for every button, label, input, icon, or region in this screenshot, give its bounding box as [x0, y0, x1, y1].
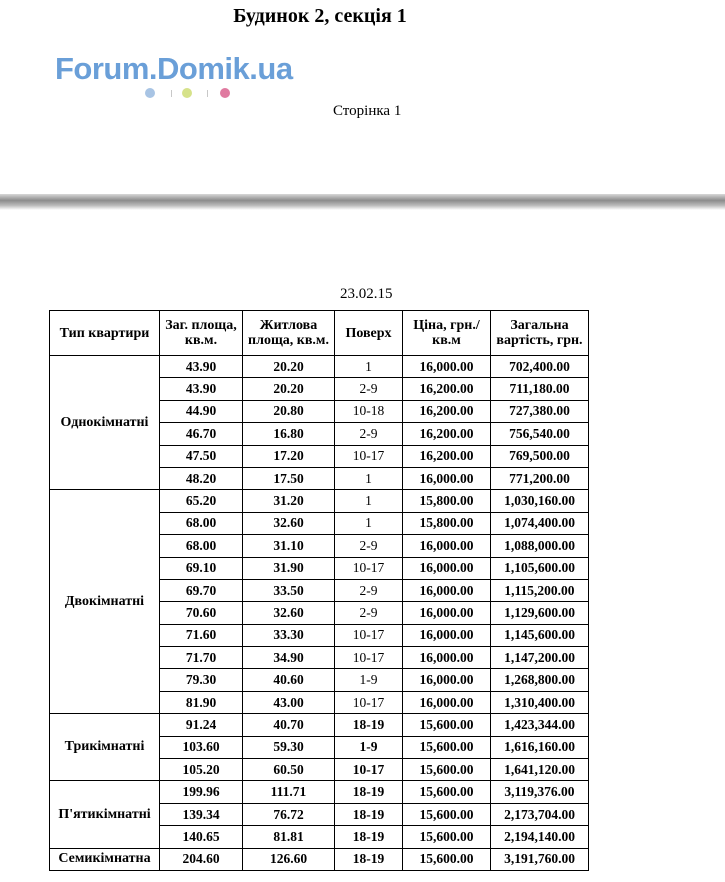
cell-apartment-type: Однокімнатні [50, 356, 160, 490]
cell-price: 16,000.00 [403, 647, 491, 669]
dot-blue [145, 88, 155, 98]
header-living-area: Житлова площа, кв.м. [243, 311, 335, 356]
page-divider [0, 194, 725, 210]
cell-floor: 2-9 [335, 378, 403, 400]
cell-total-area: 139.34 [160, 803, 243, 825]
cell-living-area: 31.10 [243, 535, 335, 557]
cell-price: 16,000.00 [403, 467, 491, 489]
cell-price: 15,600.00 [403, 781, 491, 803]
cell-total-area: 71.60 [160, 624, 243, 646]
cell-floor: 1 [335, 356, 403, 378]
table-row [50, 356, 589, 378]
cell-total-area: 68.00 [160, 535, 243, 557]
cell-total-area: 204.60 [160, 848, 243, 870]
cell-price: 16,200.00 [403, 423, 491, 445]
dot-green [182, 88, 192, 98]
cell-total-cost: 1,030,160.00 [491, 490, 589, 512]
cell-total-area: 103.60 [160, 736, 243, 758]
cell-total-area: 199.96 [160, 781, 243, 803]
cell-floor: 18-19 [335, 803, 403, 825]
cell-total-cost: 1,616,160.00 [491, 736, 589, 758]
cell-total-area: 44.90 [160, 400, 243, 422]
cell-total-cost: 702,400.00 [491, 356, 589, 378]
cell-apartment-type: П'ятикімнатні [50, 781, 160, 848]
cell-floor: 10-17 [335, 557, 403, 579]
cell-total-area: 43.90 [160, 378, 243, 400]
cell-living-area: 17.20 [243, 445, 335, 467]
cell-living-area: 33.30 [243, 624, 335, 646]
cell-total-area: 48.20 [160, 467, 243, 489]
cell-living-area: 81.81 [243, 826, 335, 848]
cell-price: 16,000.00 [403, 535, 491, 557]
cell-floor: 2-9 [335, 579, 403, 601]
cell-floor: 2-9 [335, 535, 403, 557]
table-body [50, 356, 589, 871]
cell-price: 16,000.00 [403, 557, 491, 579]
cell-price: 16,000.00 [403, 624, 491, 646]
table-row [50, 490, 589, 512]
cell-price: 15,600.00 [403, 736, 491, 758]
cell-total-area: 71.70 [160, 647, 243, 669]
cell-apartment-type: Трикімнатні [50, 714, 160, 781]
table-row [50, 714, 589, 736]
cell-living-area: 126.60 [243, 848, 335, 870]
cell-floor: 18-19 [335, 714, 403, 736]
document-date: 23.02.15 [340, 286, 393, 302]
cell-floor: 18-19 [335, 848, 403, 870]
cell-total-cost: 3,119,376.00 [491, 781, 589, 803]
cell-price: 16,000.00 [403, 602, 491, 624]
header-price: Ціна, грн./кв.м [403, 311, 491, 356]
cell-total-area: 140.65 [160, 826, 243, 848]
watermark-dots [145, 88, 245, 100]
cell-living-area: 31.20 [243, 490, 335, 512]
cell-price: 15,600.00 [403, 848, 491, 870]
cell-floor: 10-17 [335, 647, 403, 669]
header-apartment-type: Тип квартири [50, 311, 160, 356]
price-table [49, 310, 589, 871]
cell-living-area: 111.71 [243, 781, 335, 803]
cell-total-cost: 1,088,000.00 [491, 535, 589, 557]
cell-total-cost: 1,115,200.00 [491, 579, 589, 601]
cell-living-area: 59.30 [243, 736, 335, 758]
cell-living-area: 20.20 [243, 378, 335, 400]
cell-total-area: 79.30 [160, 669, 243, 691]
cell-total-cost: 1,129,600.00 [491, 602, 589, 624]
cell-price: 16,000.00 [403, 579, 491, 601]
table-row [50, 848, 589, 870]
cell-living-area: 20.80 [243, 400, 335, 422]
cell-total-cost: 2,173,704.00 [491, 803, 589, 825]
cell-living-area: 33.50 [243, 579, 335, 601]
watermark-logo [55, 52, 335, 102]
cell-floor: 10-17 [335, 624, 403, 646]
cell-total-cost: 2,194,140.00 [491, 826, 589, 848]
dot-pink [220, 88, 230, 98]
cell-total-cost: 3,191,760.00 [491, 848, 589, 870]
cell-living-area: 32.60 [243, 512, 335, 534]
cell-living-area: 16.80 [243, 423, 335, 445]
cell-price: 15,600.00 [403, 803, 491, 825]
cell-total-area: 69.70 [160, 579, 243, 601]
cell-price: 15,600.00 [403, 714, 491, 736]
cell-total-area: 69.10 [160, 557, 243, 579]
table-header-row [50, 311, 589, 356]
cell-total-cost: 1,268,800.00 [491, 669, 589, 691]
cell-total-area: 70.60 [160, 602, 243, 624]
cell-total-area: 81.90 [160, 691, 243, 713]
cell-living-area: 43.00 [243, 691, 335, 713]
cell-floor: 1 [335, 490, 403, 512]
cell-living-area: 31.90 [243, 557, 335, 579]
cell-total-cost: 1,105,600.00 [491, 557, 589, 579]
dot-separator [207, 90, 208, 97]
cell-living-area: 20.20 [243, 356, 335, 378]
cell-price: 16,200.00 [403, 400, 491, 422]
cell-apartment-type: Семикімнатна [50, 848, 160, 870]
watermark-text: Forum.Domik.ua [55, 51, 293, 86]
cell-total-cost: 771,200.00 [491, 467, 589, 489]
table-row [50, 781, 589, 803]
header-total-cost: Загальна вартість, грн. [491, 311, 589, 356]
cell-floor: 2-9 [335, 602, 403, 624]
header-total-area: Заг. площа, кв.м. [160, 311, 243, 356]
cell-total-cost: 1,423,344.00 [491, 714, 589, 736]
cell-total-area: 68.00 [160, 512, 243, 534]
cell-total-cost: 756,540.00 [491, 423, 589, 445]
cell-total-area: 105.20 [160, 759, 243, 781]
cell-total-area: 47.50 [160, 445, 243, 467]
cell-total-cost: 711,180.00 [491, 378, 589, 400]
cell-floor: 18-19 [335, 826, 403, 848]
cell-living-area: 76.72 [243, 803, 335, 825]
cell-price: 15,800.00 [403, 490, 491, 512]
dot-separator [171, 90, 172, 97]
cell-floor: 10-17 [335, 759, 403, 781]
cell-floor: 1-9 [335, 736, 403, 758]
cell-floor: 1-9 [335, 669, 403, 691]
cell-total-area: 43.90 [160, 356, 243, 378]
cell-total-cost: 1,074,400.00 [491, 512, 589, 534]
cell-price: 16,000.00 [403, 356, 491, 378]
cell-total-cost: 1,145,600.00 [491, 624, 589, 646]
cell-price: 16,200.00 [403, 378, 491, 400]
cell-total-area: 46.70 [160, 423, 243, 445]
cell-living-area: 40.60 [243, 669, 335, 691]
cell-total-cost: 1,147,200.00 [491, 647, 589, 669]
cell-floor: 2-9 [335, 423, 403, 445]
cell-price: 16,000.00 [403, 691, 491, 713]
cell-floor: 10-17 [335, 445, 403, 467]
cell-total-cost: 727,380.00 [491, 400, 589, 422]
cell-living-area: 34.90 [243, 647, 335, 669]
document-title: Будинок 2, секція 1 [233, 5, 407, 27]
cell-price: 15,800.00 [403, 512, 491, 534]
cell-apartment-type: Двокімнатні [50, 490, 160, 714]
header-floor: Поверх [335, 311, 403, 356]
cell-price: 16,000.00 [403, 669, 491, 691]
cell-floor: 10-18 [335, 400, 403, 422]
cell-living-area: 32.60 [243, 602, 335, 624]
cell-total-area: 91.24 [160, 714, 243, 736]
cell-total-cost: 1,310,400.00 [491, 691, 589, 713]
cell-price: 16,200.00 [403, 445, 491, 467]
cell-floor: 18-19 [335, 781, 403, 803]
cell-living-area: 17.50 [243, 467, 335, 489]
cell-floor: 10-17 [335, 691, 403, 713]
cell-living-area: 40.70 [243, 714, 335, 736]
cell-living-area: 60.50 [243, 759, 335, 781]
cell-total-area: 65.20 [160, 490, 243, 512]
cell-floor: 1 [335, 467, 403, 489]
cell-price: 15,600.00 [403, 759, 491, 781]
cell-floor: 1 [335, 512, 403, 534]
cell-total-cost: 1,641,120.00 [491, 759, 589, 781]
cell-price: 15,600.00 [403, 826, 491, 848]
page-label: Сторінка 1 [333, 103, 402, 119]
cell-total-cost: 769,500.00 [491, 445, 589, 467]
